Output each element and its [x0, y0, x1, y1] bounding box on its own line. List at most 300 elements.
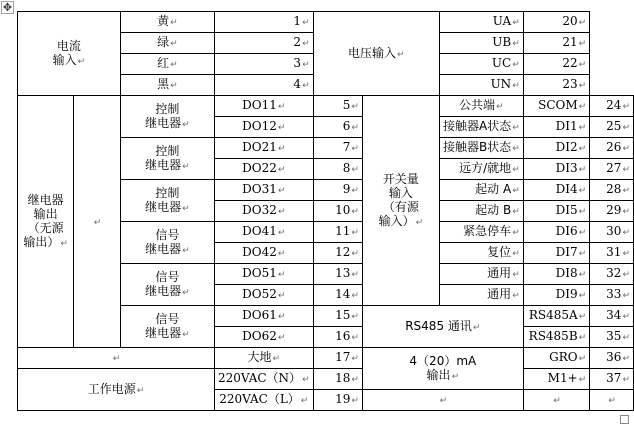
table-cell-h[interactable]: [523, 138, 589, 159]
cell-text: RS485A: [528, 308, 578, 322]
table-cell-b[interactable]: [74, 96, 120, 348]
table-cell-e[interactable]: [313, 390, 362, 411]
table-move-handle-icon[interactable]: ✥: [2, 1, 13, 14]
table-cell-e[interactable]: [313, 348, 362, 369]
paragraph-mark-icon: ↵: [60, 238, 68, 249]
paragraph-mark-icon: ↵: [578, 291, 587, 301]
cell-text: UA: [492, 14, 512, 28]
table-cell-i[interactable]: [590, 180, 634, 201]
cell-text: 23: [562, 77, 578, 91]
table-cell-d[interactable]: [214, 390, 313, 411]
table-cell-e[interactable]: [214, 54, 313, 75]
terminal-wiring-table: [17, 11, 634, 411]
table-cell-f[interactable]: [362, 306, 523, 348]
paragraph-mark-icon: ↵: [578, 18, 587, 28]
table-cell-e[interactable]: [313, 243, 362, 264]
table-cell-e[interactable]: [313, 306, 362, 327]
cell-text: DI3: [555, 161, 578, 175]
table-cell-e[interactable]: [214, 33, 313, 54]
table-cell-i[interactable]: [590, 201, 634, 222]
cell-text: 远方/就地: [459, 161, 512, 175]
paragraph-mark-icon: ↵: [578, 354, 587, 364]
cell-text: 复位: [487, 245, 512, 259]
cell-text: 6: [342, 119, 351, 133]
paragraph-mark-icon: ↵: [351, 186, 359, 196]
table-cell-c[interactable]: [120, 222, 214, 264]
table-cell-a[interactable]: [18, 348, 215, 369]
cell-text: 输入: [52, 52, 77, 67]
cell-text: 12: [335, 245, 351, 259]
cell-text: 13: [335, 266, 351, 280]
cell-text: 28: [606, 182, 622, 196]
cell-text: 220VAC（N）: [217, 371, 302, 385]
cell-text: 继电器: [27, 192, 64, 207]
paragraph-mark-icon: ↵: [136, 385, 145, 396]
table-cell-h[interactable]: [439, 12, 523, 33]
table-cell-d[interactable]: [120, 33, 214, 54]
paragraph-mark-icon: ↵: [272, 354, 281, 364]
table-resize-handle[interactable]: [620, 415, 629, 424]
cell-text: 电压输入: [347, 45, 396, 60]
table-cell-i[interactable]: [590, 96, 634, 117]
paragraph-mark-icon: ↵: [277, 228, 286, 238]
paragraph-mark-icon: ↵: [622, 123, 630, 133]
paragraph-mark-icon: ↵: [622, 312, 630, 322]
paragraph-mark-icon: ↵: [512, 60, 520, 70]
paragraph-mark-icon: ↵: [302, 39, 310, 49]
table-cell-h[interactable]: [523, 159, 589, 180]
paragraph-mark-icon: ↵: [351, 144, 359, 154]
cell-text: UB: [492, 35, 512, 49]
paragraph-mark-icon: ↵: [578, 207, 587, 217]
cell-text: DO32: [242, 203, 277, 217]
cell-text: 17: [335, 350, 351, 364]
cell-text: 10: [335, 203, 351, 217]
table-cell-g[interactable]: [439, 201, 523, 222]
cell-text: 21: [562, 35, 578, 49]
table-cell-e[interactable]: [313, 264, 362, 285]
table-cell-e[interactable]: [313, 201, 362, 222]
table-cell-i[interactable]: [590, 222, 634, 243]
paragraph-mark-icon: ↵: [300, 396, 309, 406]
paragraph-mark-icon: ↵: [553, 396, 561, 406]
table-row: [18, 348, 634, 369]
table-cell-e[interactable]: [313, 369, 362, 390]
cell-text: DO42: [242, 245, 277, 259]
table-cell-i[interactable]: [590, 243, 634, 264]
table-cell-a[interactable]: [18, 96, 74, 348]
paragraph-mark-icon: ↵: [622, 333, 630, 343]
table-cell-a[interactable]: [18, 369, 215, 411]
cell-text: 公共端: [459, 98, 496, 112]
paragraph-mark-icon: ↵: [622, 102, 630, 112]
paragraph-mark-icon: ↵: [622, 354, 630, 364]
cell-text: RS485B: [528, 329, 578, 343]
table-cell-c[interactable]: [120, 96, 214, 138]
paragraph-mark-icon: ↵: [277, 165, 286, 175]
cell-text: 1: [293, 14, 302, 28]
paragraph-mark-icon: ↵: [351, 354, 359, 364]
table-cell-i[interactable]: [590, 327, 634, 348]
paragraph-mark-icon: ↵: [351, 396, 359, 406]
table-cell-d[interactable]: [214, 117, 313, 138]
paragraph-mark-icon: ↵: [578, 165, 587, 175]
paragraph-mark-icon: ↵: [415, 217, 424, 228]
table-cell-i[interactable]: [590, 264, 634, 285]
table-cell-d[interactable]: [214, 306, 313, 327]
paragraph-mark-icon: ↵: [277, 123, 286, 133]
cell-text: 继电器: [145, 157, 182, 172]
cell-text: DO41: [242, 224, 277, 238]
cell-text: 4（20）mA: [409, 353, 477, 368]
table-cell-e[interactable]: [313, 327, 362, 348]
table-cell-d[interactable]: [120, 75, 214, 96]
table-cell-i[interactable]: [590, 390, 634, 411]
table-cell-h[interactable]: [523, 117, 589, 138]
cell-text: 接触器B状态: [442, 140, 512, 154]
paragraph-mark-icon: ↵: [622, 186, 630, 196]
paragraph-mark-icon: ↵: [277, 102, 286, 112]
table-cell-d[interactable]: [214, 348, 313, 369]
table-cell-h[interactable]: [439, 75, 523, 96]
table-cell-a[interactable]: [18, 12, 121, 96]
cell-text: 输出: [33, 206, 58, 221]
table-cell-h[interactable]: [439, 33, 523, 54]
paragraph-mark-icon: ↵: [578, 228, 587, 238]
cell-text: RS485 通讯: [405, 318, 472, 333]
paragraph-mark-icon: ↵: [351, 249, 359, 259]
table-cell-h[interactable]: [523, 96, 589, 117]
paragraph-mark-icon: ↵: [351, 102, 359, 112]
paragraph-mark-icon: ↵: [451, 371, 460, 382]
table-cell-g[interactable]: [439, 180, 523, 201]
paragraph-mark-icon: ↵: [512, 228, 520, 238]
paragraph-mark-icon: ↵: [277, 207, 286, 217]
table-cell-g[interactable]: [439, 117, 523, 138]
cell-text: 继电器: [145, 115, 182, 130]
table-cell-d[interactable]: [214, 159, 313, 180]
table-cell-f[interactable]: [362, 96, 439, 306]
paragraph-mark-icon: ↵: [622, 207, 630, 217]
paragraph-mark-icon: ↵: [578, 375, 587, 385]
cell-text: 14: [335, 287, 351, 301]
table-cell-e[interactable]: [313, 96, 362, 117]
table-cell-i[interactable]: [590, 138, 634, 159]
paragraph-mark-icon: ↵: [512, 291, 520, 301]
paragraph-mark-icon: ↵: [512, 270, 520, 280]
paragraph-mark-icon: ↵: [578, 270, 587, 280]
paragraph-mark-icon: ↵: [182, 203, 190, 214]
cell-text: 27: [606, 161, 622, 175]
table-cell-d[interactable]: [214, 222, 313, 243]
paragraph-mark-icon: ↵: [512, 186, 520, 196]
paragraph-mark-icon: ↵: [622, 249, 630, 259]
cell-text: 9: [342, 182, 351, 196]
paragraph-mark-icon: ↵: [578, 186, 587, 196]
cell-text: DO21: [242, 140, 277, 154]
cell-text: 信号: [155, 311, 180, 326]
cell-text: 11: [335, 224, 351, 238]
paragraph-mark-icon: ↵: [170, 39, 178, 49]
paragraph-mark-icon: ↵: [277, 312, 286, 322]
table-cell-i[interactable]: [523, 33, 589, 54]
table-cell-d[interactable]: [120, 54, 214, 75]
table-cell-e[interactable]: [313, 117, 362, 138]
cell-text: 4: [293, 77, 302, 91]
cell-text: DO11: [242, 98, 277, 112]
cell-text: 继电器: [145, 199, 182, 214]
table-cell-d[interactable]: [214, 285, 313, 306]
cell-text: DO62: [242, 329, 277, 343]
paragraph-mark-icon: ↵: [622, 144, 630, 154]
cell-text: 24: [606, 98, 622, 112]
cell-text: 控制: [155, 101, 180, 116]
table-cell-e[interactable]: [313, 222, 362, 243]
cell-text: 输入: [388, 185, 413, 200]
table-cell-h[interactable]: [523, 201, 589, 222]
table-cell-g[interactable]: [439, 222, 523, 243]
table-row: [18, 369, 634, 390]
table-cell-c[interactable]: [120, 180, 214, 222]
cell-text: 输出: [426, 367, 451, 382]
cell-text: 信号: [155, 269, 180, 284]
cell-text: DI4: [555, 182, 578, 196]
cell-text: 35: [606, 329, 622, 343]
table-cell-d[interactable]: [214, 327, 313, 348]
table-cell-h[interactable]: [523, 285, 589, 306]
table-cell-i[interactable]: [523, 12, 589, 33]
paragraph-mark-icon: ↵: [302, 60, 310, 70]
cell-text: DO31: [242, 182, 277, 196]
paragraph-mark-icon: ↵: [277, 333, 286, 343]
table-cell-h[interactable]: [523, 243, 589, 264]
table-cell-i[interactable]: [590, 117, 634, 138]
paragraph-mark-icon: ↵: [512, 144, 520, 154]
paragraph-mark-icon: ↵: [351, 207, 359, 217]
paragraph-mark-icon: ↵: [622, 270, 630, 280]
paragraph-mark-icon: ↵: [578, 60, 587, 70]
table-cell-e[interactable]: [313, 138, 362, 159]
table-cell-g[interactable]: [439, 243, 523, 264]
table-cell-d[interactable]: [214, 369, 313, 390]
table-cell-c[interactable]: [120, 138, 214, 180]
cell-text: 红: [157, 56, 170, 70]
cell-text: 起动 A: [475, 182, 512, 196]
cell-text: DI2: [555, 140, 578, 154]
table-cell-i[interactable]: [523, 75, 589, 96]
table-cell-e[interactable]: [214, 12, 313, 33]
paragraph-mark-icon: ↵: [351, 165, 359, 175]
table-cell-g[interactable]: [439, 96, 523, 117]
paragraph-mark-icon: ↵: [182, 329, 190, 340]
cell-text: 绿: [157, 35, 170, 49]
cell-text: 继电器: [145, 241, 182, 256]
table-cell-i[interactable]: [523, 54, 589, 75]
table-cell-d[interactable]: [214, 243, 313, 264]
cell-text: DO22: [242, 161, 277, 175]
paragraph-mark-icon: ↵: [351, 333, 359, 343]
paragraph-mark-icon: ↵: [622, 228, 630, 238]
paragraph-mark-icon: ↵: [77, 56, 86, 67]
paragraph-mark-icon: ↵: [512, 39, 520, 49]
cell-text: 继电器: [145, 283, 182, 298]
cell-text: 26: [606, 140, 622, 154]
paragraph-mark-icon: ↵: [512, 18, 520, 28]
table-cell-f[interactable]: [362, 348, 523, 390]
paragraph-mark-icon: ↵: [351, 228, 359, 238]
cell-text: 起动 B: [475, 203, 512, 217]
cell-text: 18: [335, 371, 351, 385]
paragraph-mark-icon: ↵: [578, 81, 587, 91]
table-cell-i[interactable]: [590, 306, 634, 327]
cell-text: 通用: [487, 266, 512, 280]
table-row: [18, 96, 634, 117]
paragraph-mark-icon: ↵: [578, 144, 587, 154]
cell-text: DI7: [555, 245, 578, 259]
cell-text: UC: [491, 56, 512, 70]
cell-text: 紧急停车: [463, 224, 512, 238]
cell-text: 接触器A状态: [442, 119, 512, 133]
table-cell-h[interactable]: [523, 180, 589, 201]
cell-text: M1+: [547, 371, 578, 385]
cell-text: DI1: [555, 119, 578, 133]
paragraph-mark-icon: ↵: [351, 312, 359, 322]
paragraph-mark-icon: ↵: [277, 186, 286, 196]
paragraph-mark-icon: ↵: [622, 375, 630, 385]
paragraph-mark-icon: ↵: [277, 291, 286, 301]
table-cell-h[interactable]: [523, 390, 589, 411]
table-cell-g[interactable]: [439, 285, 523, 306]
table-cell-h[interactable]: [523, 369, 589, 390]
table-cell-d[interactable]: [214, 96, 313, 117]
table-cell-e[interactable]: [214, 75, 313, 96]
paragraph-mark-icon: ↵: [608, 396, 616, 406]
table-cell-i[interactable]: [590, 348, 634, 369]
cell-text: 32: [606, 266, 622, 280]
table-row: [18, 12, 634, 33]
cell-text: DI9: [555, 287, 578, 301]
cell-text: DI8: [555, 266, 578, 280]
cell-text: 220VAC（L）: [219, 392, 300, 406]
table-cell-h[interactable]: [523, 327, 589, 348]
table-cell-e[interactable]: [313, 285, 362, 306]
cell-text: 37: [606, 371, 622, 385]
cell-text: 20: [562, 14, 578, 28]
cell-text: 33: [606, 287, 622, 301]
paragraph-mark-icon: ↵: [170, 18, 178, 28]
table-cell-e[interactable]: [313, 180, 362, 201]
table-cell-f[interactable]: [362, 390, 523, 411]
table-cell-h[interactable]: [439, 54, 523, 75]
table-cell-d[interactable]: [214, 201, 313, 222]
table-cell-h[interactable]: [523, 348, 589, 369]
cell-text: 5: [342, 98, 351, 112]
table-cell-d[interactable]: [214, 264, 313, 285]
paragraph-mark-icon: ↵: [277, 270, 286, 280]
cell-text: 34: [606, 308, 622, 322]
paragraph-mark-icon: ↵: [512, 165, 520, 175]
cell-text: SCOM: [538, 98, 578, 112]
paragraph-mark-icon: ↵: [182, 119, 190, 130]
cell-text: 信号: [155, 227, 180, 242]
cell-text: 通用: [487, 287, 512, 301]
table-cell-f[interactable]: [313, 12, 439, 96]
paragraph-mark-icon: ↵: [512, 123, 520, 133]
table-cell-c[interactable]: [120, 306, 214, 348]
paragraph-mark-icon: ↵: [622, 291, 630, 301]
cell-text: 黄: [157, 14, 170, 28]
cell-text: 工作电源: [87, 381, 136, 396]
cell-text: DO61: [242, 308, 277, 322]
paragraph-mark-icon: ↵: [302, 18, 310, 28]
table-cell-h[interactable]: [523, 264, 589, 285]
cell-text: 控制: [155, 185, 180, 200]
cell-text: 15: [335, 308, 351, 322]
paragraph-mark-icon: ↵: [182, 161, 190, 172]
paragraph-mark-icon: ↵: [512, 207, 520, 217]
table-cell-d[interactable]: [214, 180, 313, 201]
paragraph-mark-icon: ↵: [351, 375, 359, 385]
cell-text: 29: [606, 203, 622, 217]
cell-text: 输入）: [378, 213, 415, 228]
paragraph-mark-icon: ↵: [439, 396, 448, 406]
paragraph-mark-icon: ↵: [351, 270, 359, 280]
cell-text: GRO: [549, 350, 578, 364]
cell-text: 继电器: [145, 325, 182, 340]
cell-text: DO12: [242, 119, 277, 133]
paragraph-mark-icon: ↵: [622, 165, 630, 175]
cell-text: 7: [342, 140, 351, 154]
paragraph-mark-icon: ↵: [578, 333, 587, 343]
paragraph-mark-icon: ↵: [351, 291, 359, 301]
table-cell-e[interactable]: [313, 159, 362, 180]
cell-text: 3: [293, 56, 302, 70]
paragraph-mark-icon: ↵: [578, 123, 587, 133]
cell-text: 36: [606, 350, 622, 364]
cell-text: DO52: [242, 287, 277, 301]
table-cell-d[interactable]: [120, 12, 214, 33]
paragraph-mark-icon: ↵: [496, 102, 504, 112]
table-cell-i[interactable]: [590, 159, 634, 180]
table-cell-i[interactable]: [590, 285, 634, 306]
paragraph-mark-icon: ↵: [302, 375, 310, 385]
table-cell-d[interactable]: [214, 138, 313, 159]
paragraph-mark-icon: ↵: [512, 81, 520, 91]
cell-text: 电流: [56, 38, 81, 53]
table-cell-c[interactable]: [120, 264, 214, 306]
table-cell-h[interactable]: [523, 222, 589, 243]
cell-text: DO51: [242, 266, 277, 280]
cell-text: DI6: [555, 224, 578, 238]
table-cell-i[interactable]: [590, 369, 634, 390]
paragraph-mark-icon: ↵: [302, 81, 310, 91]
paragraph-mark-icon: ↵: [578, 249, 587, 259]
table-cell-g[interactable]: [439, 138, 523, 159]
paragraph-mark-icon: ↵: [112, 354, 121, 364]
cell-text: 黑: [157, 77, 170, 91]
cell-text: 25: [606, 119, 622, 133]
cell-text: 开关量: [382, 171, 419, 186]
paragraph-mark-icon: ↵: [170, 60, 178, 70]
cell-text: UN: [490, 77, 512, 91]
table-cell-h[interactable]: [523, 306, 589, 327]
table-cell-g[interactable]: [439, 159, 523, 180]
paragraph-mark-icon: ↵: [277, 249, 286, 259]
paragraph-mark-icon: ↵: [578, 102, 587, 112]
table-cell-g[interactable]: [439, 264, 523, 285]
cell-text: 19: [335, 392, 351, 406]
paragraph-mark-icon: ↵: [182, 287, 190, 298]
